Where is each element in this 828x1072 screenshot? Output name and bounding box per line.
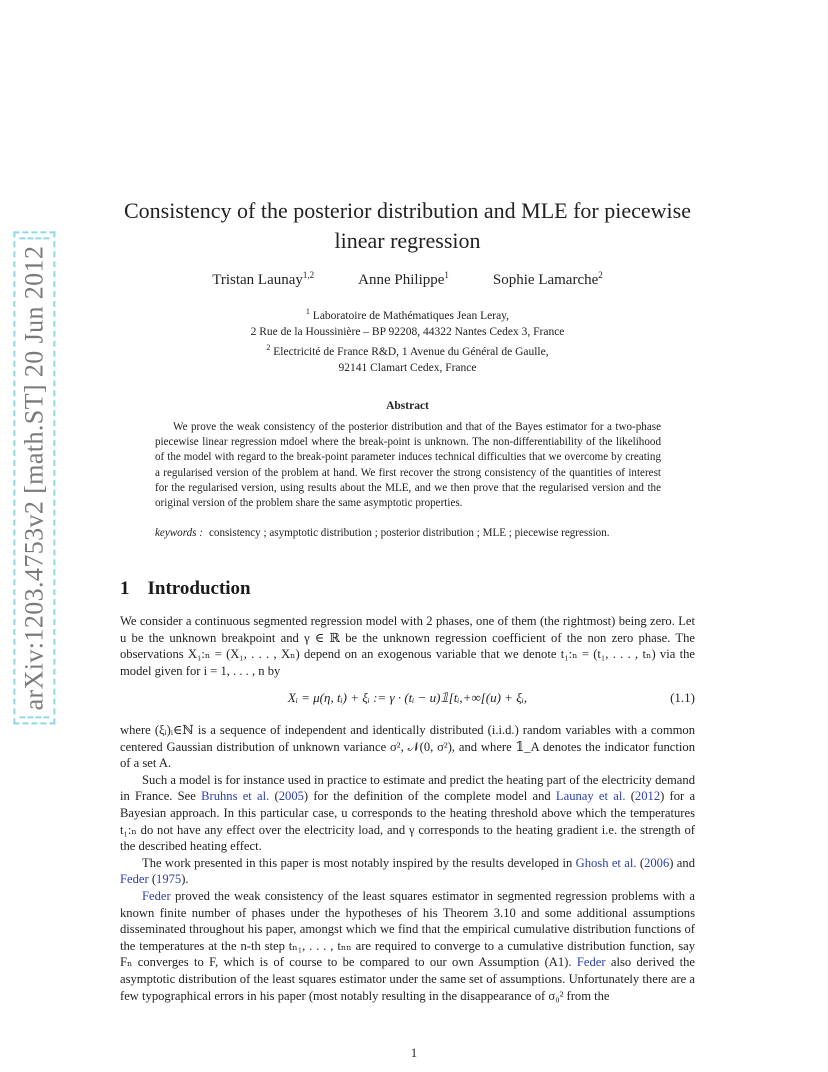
section-number: 1 [120, 578, 130, 599]
section-heading [120, 578, 251, 600]
author-list [120, 270, 695, 289]
paragraph: where (ξᵢ)ᵢ∈ℕ is a sequence of independent and identically distributed (i.i.d.) random variables with a common centered Gaussian distribution of unknown variance σ², 𝒩(0, σ²), and where 𝟙_A denotes the indicator function of a set A. [120, 723, 695, 771]
affiliation-line: 92141 Clamart Cedex, France [338, 361, 477, 374]
section-title: Introduction [147, 578, 251, 599]
abstract-heading: Abstract [386, 400, 429, 412]
equation-number: (1.1) [670, 690, 695, 705]
paragraph: Feder proved the weak consistency of the least squares estimator in segmented regression problems with a known finite number of phases under the hypotheses of his Theorem 3.10 and some additional assumptions disseminated throughout his paper, amongst which we find that the empirical cumulative distribution functions of the temperatures at the n-th step tₙ₁, . . . , tₙₙ are required to converge to a cumulative distribution function, say Fₙ converges to F, which is of course to be compared to our own Assumption (A1). Feder also derived the asymptotic distribution of the least squares estimator under the same set of assumptions. Unfortunately there are a few typographical errors in his paper (most notably resulting in the disappearance of σ₀² from the [120, 888, 695, 1003]
abstract-text: We prove the weak consistency of the posterior distribution and that of the Bayes estimator for a two-phase piecewise linear regression mdoel where the break-point is unknown. The non-differentiability of the likelihood of the model with regard to the break-point parameter induces technical difficulties that we overcome by creating a regularised version of the problem at hand. We first recover the strong consistency of the quantities of interest for the regularised version, using results about the MLE, and we then prove that the regularised version and the original version of the problem share the same asymptotic properties. [155, 421, 661, 510]
citation-link[interactable]: Bruhns et al. [201, 789, 270, 804]
paragraph: Such a model is for instance used in practice to estimate and predict the heating part of the electricity demand in France. See Bruhns et al. (2005) for the definition of the complete model and Launay et al. (2012) for a Bayesian approach. In this particular case, u corresponds to the heating threshold above which the temperatures t₁:ₙ do not have any effect over the electricity load, and γ corresponds to the heating gradient i.e. the strength of the described heating effect. [120, 772, 696, 854]
citation-link[interactable]: Ghosh et al. [575, 855, 637, 870]
equation-body: Xᵢ = μ(η, tᵢ) + ξᵢ := γ · (tᵢ − u)𝟙[tᵢ,+∞[(u) + ξᵢ, [287, 690, 528, 705]
arxiv-identifier: arXiv:1203.4753v2 [math.ST] 20 Jun 2012 [19, 238, 49, 719]
paper-title: Consistency of the posterior distribution and MLE for piecewise linear regression [124, 198, 691, 253]
page-number: 1 [410, 1046, 418, 1060]
citation-link[interactable]: 2005 [278, 789, 304, 804]
arxiv-stamp [14, 244, 54, 712]
affiliation-line: 2 Rue de la Houssinière – BP 92208, 44322 Nantes Cedex 3, France [250, 325, 565, 338]
citation-link[interactable]: Feder [142, 888, 171, 903]
citation-link[interactable]: Feder [576, 955, 606, 970]
citation-link[interactable]: Launay et al. [555, 789, 626, 804]
affiliation-line: $^1$ Laboratoire de Mathématiques Jean Leray, [305, 307, 510, 322]
author: Anne Philippe$^1$ [358, 270, 449, 288]
affiliation-line: $^2$ Electricité de France R&D, 1 Avenue du Général de Gaulle, [266, 342, 549, 358]
equation [120, 690, 695, 710]
paragraph: The work presented in this paper is most notably inspired by the results developed in Ghosh et al. (2006) and Feder (1975). [120, 855, 695, 887]
author: Tristan Launay$^{1,2}$ [212, 270, 315, 288]
affiliations [120, 304, 695, 376]
citation-link[interactable]: 2012 [634, 789, 661, 804]
paragraph: We consider a continuous segmented regression model with 2 phases, one of them (the rightmost) being zero. Let u be the unknown breakpoint and γ ∈ ℝ be the unknown regression coefficient of the non zero phase. The observations X₁:ₙ = (X₁, . . . , Xₙ) depend on an exogenous variable that we denote t₁:ₙ = (t₁, . . . , tₙ) via the model given for i = 1, . . . , n by [120, 614, 695, 678]
author: Sophie Lamarche$^2$ [492, 270, 603, 288]
keywords [155, 526, 661, 541]
keywords-text: consistency ; asymptotic distribution ; posterior distribution ; MLE ; piecewise regression. [208, 527, 610, 539]
citation-link[interactable]: Feder [120, 872, 149, 887]
body-text [120, 722, 695, 1004]
citation-link[interactable]: 1975 [156, 872, 182, 887]
keywords-label: keywords : [155, 527, 203, 539]
citation-link[interactable]: 2006 [644, 855, 670, 870]
